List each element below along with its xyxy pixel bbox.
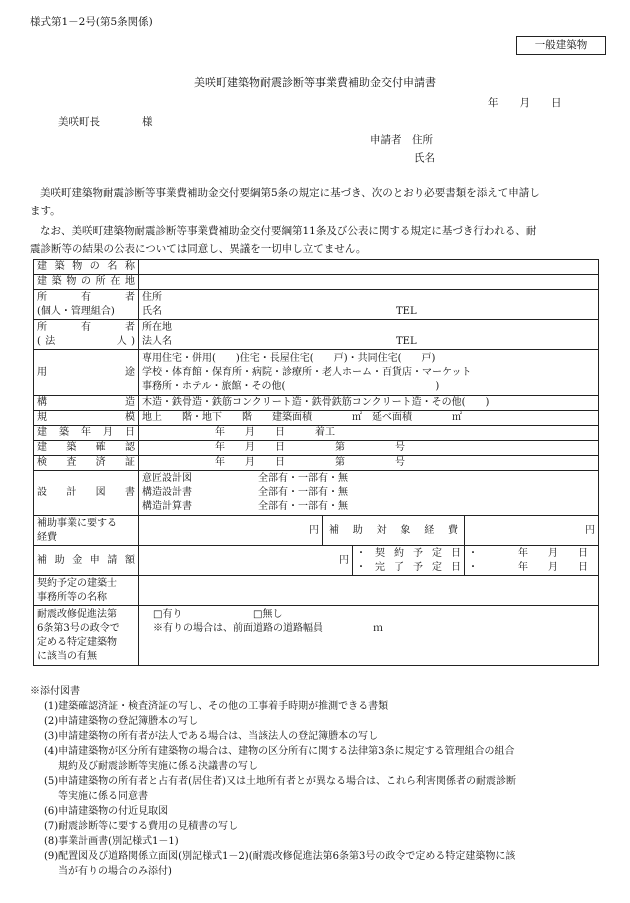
attachments-heading: ※添付図書 [30,686,80,697]
date-line: 年 月 日 [488,97,562,109]
design-docs-field[interactable] [139,471,599,516]
paragraph-1-line-1: 美咲町建築物耐震診断等事業費補助金交付要綱第5条の規定に基づき、次のとおり必要書類を添えて申請し [40,187,540,199]
design-doc-1: 意匠設計図 [142,473,192,484]
attachment-item: (8)事業計画書(別記様式1－1) [44,836,179,847]
attachment-item-continued: 規約及び耐震診断等実施に係る決議書の写し [58,761,258,772]
use-line-3: 事務所・ホテル・旅館・その他( ) [142,380,440,392]
project-cost-label [34,516,139,546]
applicant-name: 氏名 [414,152,435,164]
building-location-label: 建築物の所在地 [34,275,139,290]
owner-corp-field[interactable] [139,320,599,350]
built-date-field[interactable]: 年 月 日 着工 [139,426,599,441]
owner-individual-label-1: 所 有 者 [37,291,135,303]
building-confirmation-label: 建 築 確 認 [34,441,139,456]
owner-individual-name: 氏名 [142,305,162,317]
attachment-item: (3)申請建築物の所有者が法人である場合は、当該法人の登記簿謄本の写し [44,731,379,742]
use-line-2: 学校・体育館・保育所・病院・診療所・老人ホーム・百貨店・マーケット [142,366,472,378]
attachment-item: (9)配置図及び道路関係立面図(別記様式1－2)(耐震改修促進法第6条第3号の政令で定める特定建築物に該 [44,851,516,862]
tel-label-1: TEL [396,305,417,317]
addressee: 美咲町長 様 [58,116,153,128]
specified-building-field [139,606,599,666]
owner-corp-location: 所在地 [142,321,172,333]
design-docs-label: 設 計 図 書 [34,471,139,516]
structure-label: 構 造 [34,396,139,411]
tel-label-2: TEL [396,335,417,347]
schedule-labels [353,546,465,576]
owner-individual-label-2: (個人・管理組合) [37,305,115,317]
paragraph-2-line-2: 震診断等の結果の公表については同意し、異議を一切申し立てません。 [30,243,367,255]
paragraph-1 [30,184,598,220]
owner-individual-field[interactable] [139,290,599,320]
page-title: 美咲町建築物耐震診断等事業費補助金交付申請書 [194,76,436,89]
complete-date-field: ・ 年 月 日 [468,561,588,573]
contract-date-field: ・ 年 月 日 [468,547,588,559]
paragraph-1-line-2: ます。 [30,205,61,217]
attachments [30,684,516,879]
specified-building-label [34,606,139,666]
specified-building-label-2: 6条第3号の政令で [37,622,120,634]
inspection-label: 検 査 済 証 [34,456,139,471]
option-yes-checkbox[interactable]: □有り [153,609,183,620]
building-name-field[interactable] [139,260,599,275]
subject-cost-field[interactable]: 円 [465,516,599,546]
paragraph-2 [30,222,598,258]
use-line-1: 専用住宅・併用( )住宅・長屋住宅( 戸)・共同住宅( 戸) [142,352,436,364]
apply-amount-label: 補助金申請額 [34,546,139,576]
attachment-item: (4)申請建築物が区分所有建築物の場合は、建物の区分所有に関する法律第3条に規定する管理組合の組合 [44,746,515,757]
architect-field[interactable] [139,576,599,606]
design-choice-3: 全部有・一部有・無 [258,501,348,512]
attachment-item: (6)申請建築物の付近見取図 [44,806,169,817]
attachment-item-continued: 等実施に係る同意書 [58,791,148,802]
design-doc-2: 構造設計書 [142,487,192,498]
owner-corp-label-1: 所 有 者 [37,321,135,333]
complete-date-label: ・完了予定日 [356,561,461,573]
scale-field[interactable]: 地上 階・地下 階 建築面積 ㎡ 延べ面積 ㎡ [139,411,599,426]
architect-label-2: 事務所等の名称 [37,591,107,603]
owner-corp-name: 法人名 [142,335,172,347]
building-location-field[interactable] [139,275,599,290]
use-label: 用 途 [34,350,139,396]
owner-corp-label-2: (法 人) [37,335,135,347]
built-date-label: 建 築 年 月 日 [34,426,139,441]
subject-cost-label: 補助対象経費 [323,516,465,546]
owner-individual-address: 住所 [142,291,162,303]
use-field[interactable] [139,350,599,396]
design-choice-1: 全部有・一部有・無 [258,473,348,484]
design-choice-2: 全部有・一部有・無 [258,487,348,498]
owner-corp-label [34,320,139,350]
building-confirmation-field[interactable]: 年 月 日 第 号 [139,441,599,456]
structure-field[interactable]: 木造・鉄骨造・鉄筋コンクリート造・鉄骨鉄筋コンクリート造・その他( ) [139,396,599,411]
project-cost-field[interactable]: 円 [139,516,323,546]
applicant-address: 申請者 住所 [370,134,433,146]
attachment-item-continued: 当が有りの場合のみ添付) [58,866,172,877]
owner-individual-label [34,290,139,320]
project-cost-label-2: 経費 [37,531,57,543]
design-doc-3: 構造計算書 [142,501,192,512]
form-number: 様式第1－2号(第5条関係) [30,16,153,28]
specified-building-label-4: に該当の有無 [37,650,97,662]
specified-building-label-1: 耐震改修促進法第 [37,608,117,620]
architect-label-1: 契約予定の建築士 [37,577,117,589]
option-no-checkbox[interactable]: □無し [253,609,283,620]
attachment-item: (1)建築確認済証・検査済証の写し、その他の工事着手時期が推測できる書類 [44,701,389,712]
inspection-field[interactable]: 年 月 日 第 号 [139,456,599,471]
paragraph-2-line-1: なお、美咲町建築物耐震診断等事業費補助金交付要綱第11条及び公表に関する規定に基づき行われる、耐 [40,225,537,237]
apply-amount-field[interactable]: 円 [139,546,353,576]
scale-label: 規 模 [34,411,139,426]
project-cost-label-1: 補助事業に要する [37,517,117,529]
attachment-item: (2)申請建築物の登記簿謄本の写し [44,716,199,727]
attachment-item: (7)耐震診断等に要する費用の見積書の写し [44,821,239,832]
building-name-label: 建築物の名称 [34,260,139,275]
application-table [33,259,599,666]
schedule-dates[interactable] [465,546,599,576]
road-width-note: ※有りの場合は、前面道路の道路幅員 ｍ [153,623,383,634]
architect-label [34,576,139,606]
contract-date-label: ・契約予定日 [356,547,461,559]
attachment-item: (5)申請建築物の所有者と占有者(居住者)又は土地所有者とが異なる場合は、これら利害関係者の耐震診断 [44,776,516,787]
category-box: 一般建築物 [516,36,606,55]
specified-building-label-3: 定める特定建築物 [37,636,117,648]
